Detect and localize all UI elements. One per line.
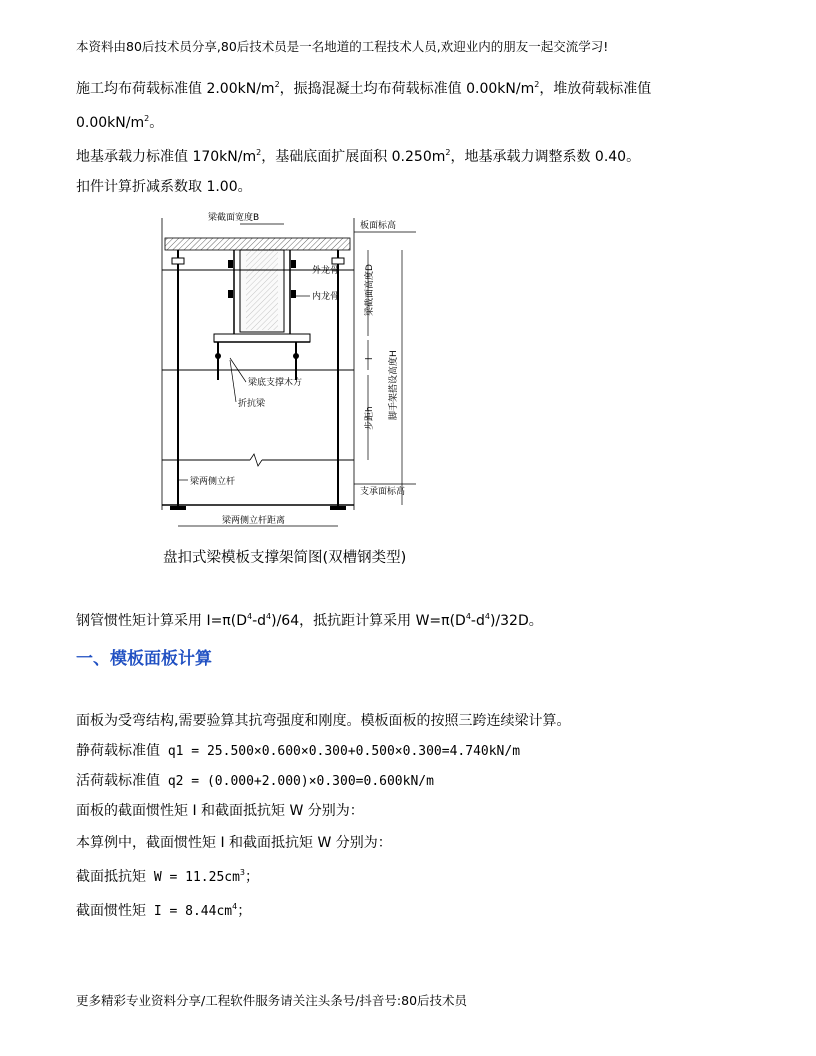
page-footer: 更多精彩专业资料分享/工程软件服务请关注头条号/抖音号:80后技术员 [76,993,468,1008]
foundation-area-text: ，基础底面扩展面积 0.250m [261,149,446,165]
formula-line [76,612,543,630]
superscript: 4 [246,612,253,621]
side-pole-label: 梁两侧立杆 [190,477,236,487]
step-h-label: 步距h [365,406,375,430]
param-line-1 [76,80,651,98]
body-p1: 面板为受弯结构,需要验算其抗弯强度和刚度。模板面板的按照三跨连续梁计算。 [76,713,571,729]
semicolon: ； [237,903,252,919]
slab [165,238,350,250]
beam-height-label: 梁截面高度D [365,264,375,316]
formula-c: )/32D。 [489,613,543,629]
side-spacing-label: 梁两侧立杆距离 [222,516,286,526]
static-load-formula: q1 = 25.500×0.600×0.300+0.500×0.300=4.740kN/m [160,744,521,759]
bottom-channel [214,334,310,342]
frame-height-label: 脚手架搭设高度H [389,350,399,420]
support-elev-label: 支承面标高 [360,487,406,497]
outer-keel-label: 外龙骨 [312,266,340,276]
live-load-label: 活荷载标准值 [76,773,160,789]
body-p6 [76,868,259,887]
superscript: 2 [274,80,280,89]
superscript: 4 [465,612,471,621]
inner-keel-label: 内龙骨 [312,292,340,302]
span-l-label: l [365,357,375,360]
stack-load-text: ，堆放荷载标准值 [539,81,652,97]
param-line-3 [76,148,640,166]
diagram-caption: 盘扣式梁模板支撑架简图(双槽钢类型) [163,550,407,566]
semicolon: ； [245,869,260,885]
moment-inertia-label: 截面惯性矩 [76,903,146,919]
support-frame-diagram [150,210,420,544]
stack-load-value: 0.00kN/m [76,115,145,131]
superscript: 2 [445,148,451,157]
static-load-label: 静荷载标准值 [76,743,160,759]
foundation-capacity-text: 地基承载力标准值 170kN/m [76,149,257,165]
body-p7 [76,902,251,921]
beam-inner [246,250,278,330]
formula-b-mid: -d [470,613,485,629]
superscript: 3 [239,868,246,877]
anti-bend-label: 折抗梁 [238,399,266,409]
param-line-2 [76,114,163,132]
superscript: 4 [266,612,272,621]
section-modulus-label: 截面抵抗矩 [76,869,146,885]
slab-elev-label: 板面标高 [360,221,397,231]
formula-a: 钢管惯性矩计算采用 I=π(D [76,613,247,629]
beam-bottom-keel-label: 梁底支撑木方 [248,378,303,388]
adjust-factor-text: ，地基承载力调整系数 0.40。 [450,149,641,165]
param-line-4: 扣件计算折减系数取 1.00。 [76,179,252,195]
section-title: 一、模板面板计算 [76,649,212,669]
page-header: 本资料由80后技术员分享,80后技术员是一名地道的工程技术人员,欢迎业内的朋友一起交流学习! [76,39,609,54]
superscript: 4 [232,902,238,911]
moment-inertia-value: I = 8.44cm [146,904,233,919]
live-load-formula: q2 = (0.000+2.000)×0.300=0.600kN/m [160,774,434,789]
body-p2 [76,742,520,761]
period: 。 [149,115,164,131]
superscript: 2 [256,148,262,157]
body-p3 [76,772,434,791]
section-modulus-value: W = 11.25cm [146,870,240,885]
superscript: 4 [484,612,490,621]
vibration-load-text: ，振捣混凝土均布荷载标准值 0.00kN/m [279,81,535,97]
body-p4: 面板的截面惯性矩 I 和截面抵抗矩 W 分别为： [76,803,364,819]
formula-b: )/64，抵抗距计算采用 W=π(D [271,613,466,629]
body-p5: 本算例中，截面惯性矩 I 和截面抵抗矩 W 分别为： [76,835,392,851]
superscript: 2 [144,114,150,123]
construction-load-text: 施工均布荷载标准值 2.00kN/m [76,81,275,97]
superscript: 2 [534,80,540,89]
beam-width-label: 梁截面宽度B [208,213,260,223]
formula-a-mid: -d [252,613,267,629]
